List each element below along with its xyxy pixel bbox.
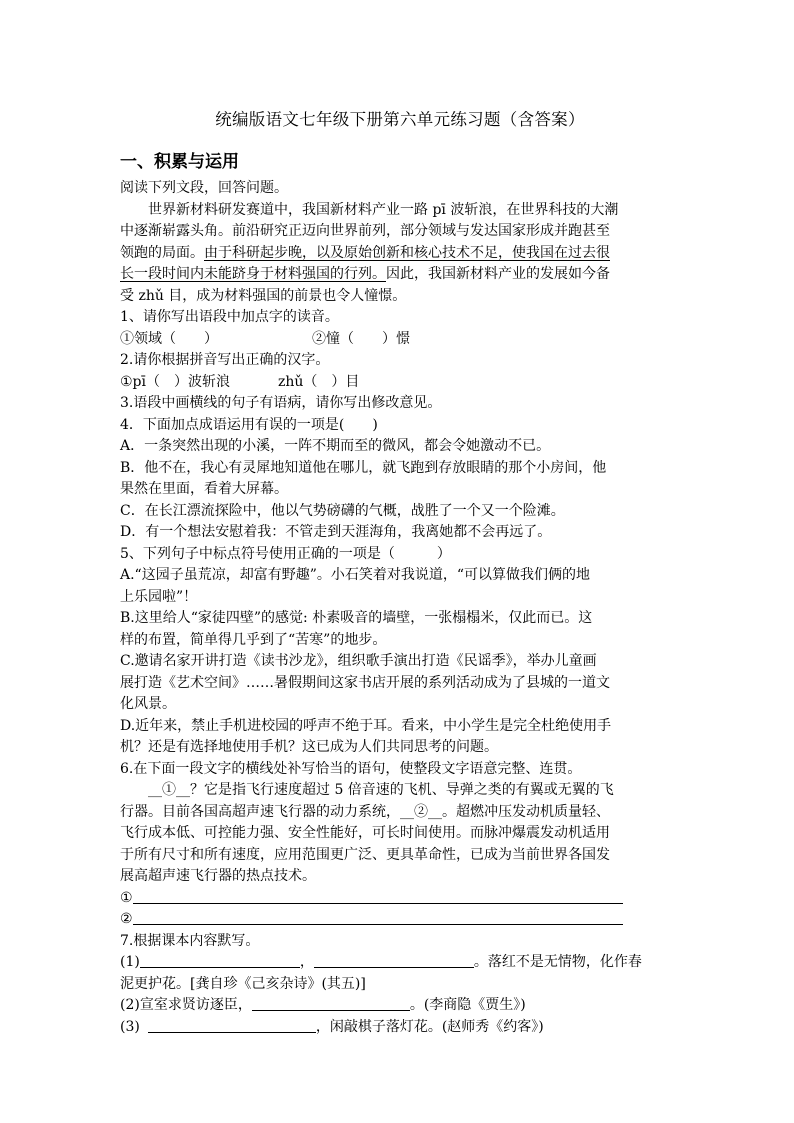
q6-passage-line: 展高超声速飞行器的热点技术。 [120,868,316,884]
q6-answer-2 [120,909,680,931]
passage-text: 领跑的局面。 [120,244,204,261]
question-7-stem: 7.根据课本内容默写。 [120,932,260,949]
passage-line: 中逐渐崭露头角。前沿研究正迈向世界前列，部分领域与发达国家形成并跑甚至 [120,223,610,239]
passage-text: 因此，我国新材料产业的发展如今备 [386,266,610,282]
answer-blank[interactable] [140,952,300,968]
q7-item-1-cont: 泥更护花。[龚自珍《己亥杂诗》(其五)] [120,975,366,992]
q6-passage-line: 于所有尺寸和所有速度，应用范围更广泛、更具革命性，已成为当前世界各国发 [120,846,610,863]
q4-option-a: A．一条突然出现的小溪，一阵不期而至的微风，都会令她激动不已。 [120,438,551,454]
punctuation: ， [299,954,314,970]
q4-option-c: C．在长江漂流探险中，他以气势磅礴的气概，战胜了一个又一个险滩。 [120,502,565,519]
passage-line: 受 zhǔ 目，成为材料强国的前景也令人憧憬。 [120,287,407,304]
answer-blank[interactable] [252,995,410,1011]
answer-marker: ② [120,911,133,927]
passage-line: 世界新材料研发赛道中，我国新材料产业一路 pī 波斩浪，在世界科技的大潮 [148,201,619,218]
q5-option-c-cont: 展打造《艺术空间》……暑假期间这家书店开展的系列活动成为了县城的一道文 [120,674,610,691]
document-body [120,178,680,1038]
question-1-options [120,329,680,351]
q5-option-d-cont: 机？还是有选择地使用手机？这已成为人们共同思考的问题。 [120,739,498,755]
q5-option-b: B.这里给人“家徒四壁”的感觉: 朴素吸音的墙壁，一张榻榻米，仅此而已。这 [120,610,593,626]
q4-option-b-cont: 果然在里面，看着大屏幕。 [120,481,288,497]
q4-option-d: D．有一个想法安慰着我：不管走到天涯海角，我离她都不会再远了。 [120,524,552,540]
question-4-stem: 4．下面加点成语运用有误的一项是( ) [120,416,378,433]
q1-option-a: ①领域（ ） [120,330,218,347]
q5-option-a-cont: 上乐园啦”！ [120,588,198,605]
item-text: 。(李商隐《贾生》) [409,997,526,1013]
question-2-stem: 2.请你根据拼音写出正确的汉字。 [120,352,330,368]
q6-passage-line: 飞行成本低、可控能力强、安全性能好，可长时间使用。而脉冲爆震发动机适用 [120,825,610,841]
question-5-stem: 5、下列句子中标点符号使用正确的一项是（ ） [120,545,451,562]
question-6-stem: 6.在下面一段文字的横线处补写恰当的语句，使整段文字语意完整、连贯。 [120,760,582,777]
q6-answer-1 [120,888,680,910]
item-text: 。落红不是无情物，化作春 [473,954,642,970]
item-number: (3) [120,1018,140,1035]
item-number: (1) [120,954,140,970]
q5-option-c: C.邀请名家开讲打造《读书沙龙》，组织歌手演出打造《民谣季》，举办儿童画 [120,653,597,669]
answer-blank[interactable] [133,888,623,904]
intro-text: 阅读下列文段，回答问题。 [120,180,288,196]
answer-marker: ① [120,889,133,906]
q2-option-b: zhǔ（ ）目 [278,373,360,390]
q7-item-1 [120,952,680,974]
passage-line [120,264,680,286]
item-text: (2)宣室求贤访逐臣， [120,997,252,1013]
q1-option-b: ②憧（ ）憬 [312,330,410,347]
section-heading: 一、积累与运用 [120,152,239,172]
passage-line [120,243,680,265]
q7-item-3 [120,1017,680,1039]
underlined-sentence: 由于科研起步晚，以及原始创新和核心技术不足，使我国在过去很 [204,244,610,261]
answer-blank[interactable] [314,952,474,968]
answer-blank[interactable] [133,909,623,925]
question-1-stem: 1、请你写出语段中加点字的读音。 [120,309,339,325]
question-2-options [120,372,680,394]
q2-option-a: ①pī（ ）波斩浪 [120,373,230,390]
q6-passage-line: 行器。目前各国高超声速飞行器的动力系统，__②__。超燃冲压发动机质量轻、 [120,803,610,820]
q4-option-b: B．他不在，我心有灵犀地知道他在哪儿，就飞跑到存放眼睛的那个小房间，他 [120,459,607,476]
q7-item-2 [120,995,680,1017]
underlined-sentence: 长一段时间内未能跻身于材料强国的行列。 [120,266,386,282]
q5-option-d: D.近年来，禁止手机进校园的呼声不绝于耳。看来，中小学生是完全杜绝使用手 [120,717,612,734]
q6-passage-line: __①__？它是指飞行速度超过 5 倍音速的飞机、导弹之类的有翼或无翼的飞 [148,782,614,798]
question-3-stem: 3.语段中画横线的句子有语病，请你写出修改意见。 [120,395,442,411]
answer-blank[interactable] [148,1017,316,1033]
q5-option-a: A.“这园子虽荒凉，却富有野趣”。小石笑着对我说道，“可以算做我们俩的地 [120,567,591,583]
document-title: 统编版语文七年级下册第六单元练习题（含答案） [215,110,585,129]
item-text: ，闲敲棋子落灯花。(赵师秀《约客》) [315,1018,544,1035]
q5-option-c-cont: 化风景。 [120,696,176,712]
q5-option-b-cont: 样的布置，简单得几乎到了“苦寒”的地步。 [120,631,387,648]
